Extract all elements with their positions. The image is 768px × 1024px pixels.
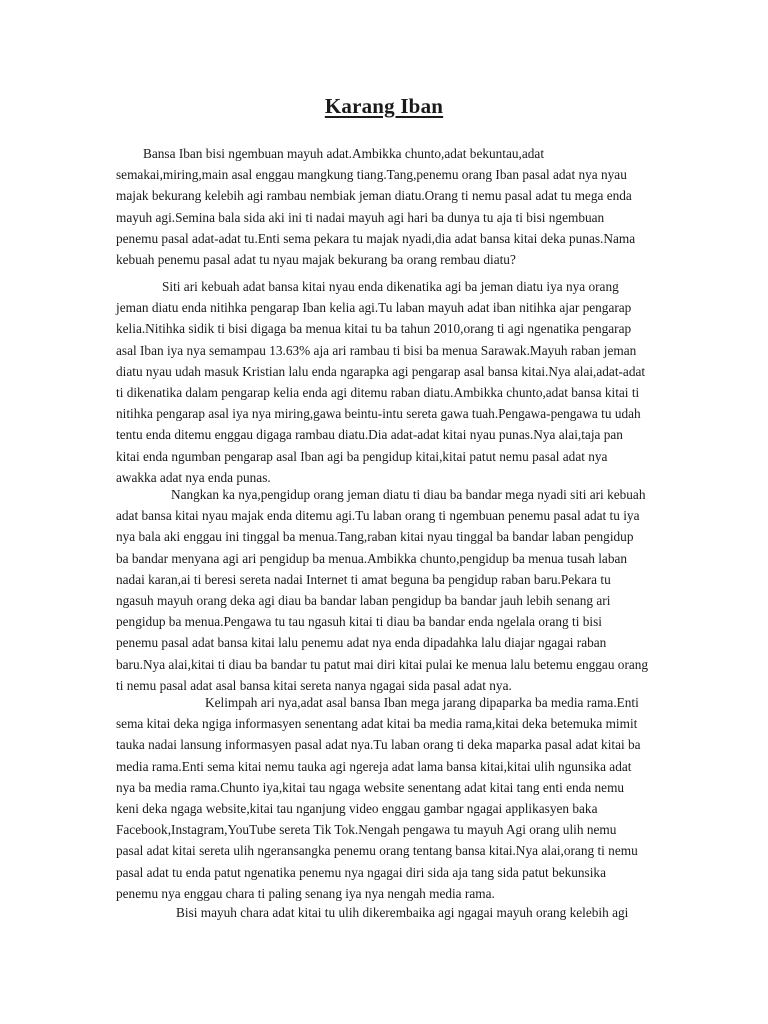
paragraph-4 [116, 692, 656, 904]
text-line: Bisi mayuh chara adat kitai tu ulih dikerembaika agi ngagai mayuh orang kelebih agi [176, 905, 629, 920]
text-line: semakai,miring,main asal enggau mangkung tiang.Tang,penemu orang Iban pasal adat nya nyau [116, 167, 627, 183]
text-line: kelia.Nitihka sidik ti bisi digaga ba menua kitai tu ba tahun 2010,orang ti agi ngenatika pengarap [116, 321, 632, 337]
text-line: sema kitai deka ngiga informasyen senentang adat kitai ba media rama,kitai deka betemuka mimit [116, 716, 638, 732]
text-line: asal Iban iya nya semampau 13.63% aja ari rambau ti bisi ba menua Sarawak.Mayuh raban jeman [116, 342, 637, 358]
paragraph-1 [116, 143, 656, 270]
text-line: tentu enda ditemu enggau digaga rambau diatu.Dia adat-adat kitai nyau punas.Nya alai,taja pan [116, 427, 623, 443]
text-line: nitihka pengarap asal iya nya miring,gawa beintu-intu sereta gawa tuah.Pengawa-pengawa tu udah [116, 406, 641, 422]
text-line: adat bansa kitai nyau majak enda ditemu agi.Tu laban orang ti ngembuan penemu pasal adat tu iya [116, 508, 640, 524]
text-line: ba bandar menyana agi ari pengidup ba menua.Ambikka chunto,pengidup ba menua tusah laban [116, 550, 628, 566]
text-line: nya bala aki enggau ini tinggal ba menua.Tang,raban kitai nyau tinggal ba bandar laban pengidup [116, 529, 634, 545]
text-line: baru.Nya alai,kitai ti diau ba bandar tu patut mai diri kitai pulai ke menua lalu betemu enggau orang [116, 656, 649, 672]
paragraph-3 [116, 484, 656, 696]
text-line: diatu nyau udah masuk Kristian lalu enda ngarapka agi pengarap asal bansa kitai.Nya alai,adat-adat [116, 363, 646, 379]
text-line: tauka nadai lansung informasyen pasal adat nya.Tu laban orang ti deka maparka pasal adat kitai ba [116, 737, 641, 753]
text-line: Siti ari kebuah adat bansa kitai nyau enda dikenatika agi ba jeman diatu iya nya orang [162, 279, 619, 294]
text-line: pengidup ba menua.Pengawa tu tau ngasuh kitai ti diau ba bandar enda ngelala orang ti bisi [116, 614, 602, 630]
text-line: awakka adat nya enda punas. [116, 469, 271, 485]
text-line: penemu pasal adat-adat tu.Enti sema pekara tu majak nyadi,dia adat bansa kitai deka punas.Nama [116, 230, 636, 246]
text-line: kebuah penemu pasal adat tu nyau majak bekurang ba orang rembau diatu? [116, 251, 516, 267]
text-line: Bansa Iban bisi ngembuan mayuh adat.Ambikka chunto,adat bekuntau,adat [143, 146, 545, 161]
text-line: nadai karan,ai ti beresi sereta nadai Internet ti amat beguna ba pengidup raban baru.Pekara tu [116, 571, 611, 587]
text-line: majak bekurang kelebih agi rambau nembiak jeman diatu.Orang ti nemu pasal adat tu mega enda [116, 188, 632, 204]
text-line: pasal adat tu enda patut ngenatika penemu nya ngagai diri sida aja tang sida patut bekunsika [116, 864, 606, 880]
text-line: Facebook,Instagram,YouTube sereta Tik Tok.Nengah pengawa tu mayuh Agi orang ulih nemu [116, 822, 617, 838]
text-line: kitai enda ngumban pengarap asal Iban agi ba pengidup kitai,kitai patut nemu pasal adat nya [116, 448, 608, 464]
text-line: keni deka ngaga website,kitai tau nganjung video enggau gambar ngagai applikasyen baka [116, 800, 598, 816]
text-line: Kelimpah ari nya,adat asal bansa Iban mega jarang dipaparka ba media rama.Enti [205, 695, 639, 710]
text-line: nya ba media rama.Chunto iya,kitai tau ngaga website senentang adat kitai tang enti enda nemu [116, 779, 625, 795]
text-line: pasal adat kitai sereta ulih ngeransangka penemu orang tentang bansa kitai.Nya alai,orang ti nemu [116, 843, 638, 859]
text-line: ti nemu pasal adat asal bansa kitai sereta nanya ngagai sida pasal adat nya. [116, 677, 512, 693]
text-line: ti dikenatika dalam pengarap kelia enda agi ditemu raban diatu.Ambikka chunto,adat bansa kitai ti [116, 384, 640, 400]
document-title: Karang Iban [324, 94, 444, 118]
text-line: jeman diatu enda nitihka pengarap Iban kelia agi.Tu laban mayuh adat iban nitihka ajar pengarap [116, 300, 632, 316]
text-line: penemu nya enggau chara ti paling senang iya nya nengah media rama. [116, 885, 495, 901]
paragraph-5 [116, 902, 656, 923]
text-line: penemu pasal adat bansa kitai lalu penemu adat nya enda dipadahka lalu diajar ngagai raban [116, 635, 607, 651]
text-line: ngasuh mayuh orang deka agi diau ba bandar laban pengidup ba bandar jauh lebih senang ari [116, 592, 611, 608]
paragraph-2 [116, 276, 656, 488]
text-line: media rama.Enti sema kitai nemu tauka agi ngereja adat lama bansa kitai,kitai ulih ngunsika adat [116, 758, 632, 774]
text-line: Nangkan ka nya,pengidup orang jeman diatu ti diau ba bandar mega nyadi siti ari kebuah [171, 487, 646, 502]
text-line: mayuh agi.Semina bala sida aki ini ti nadai mayuh agi hari ba dunya tu aja ti bisi ngembuan [116, 209, 605, 225]
